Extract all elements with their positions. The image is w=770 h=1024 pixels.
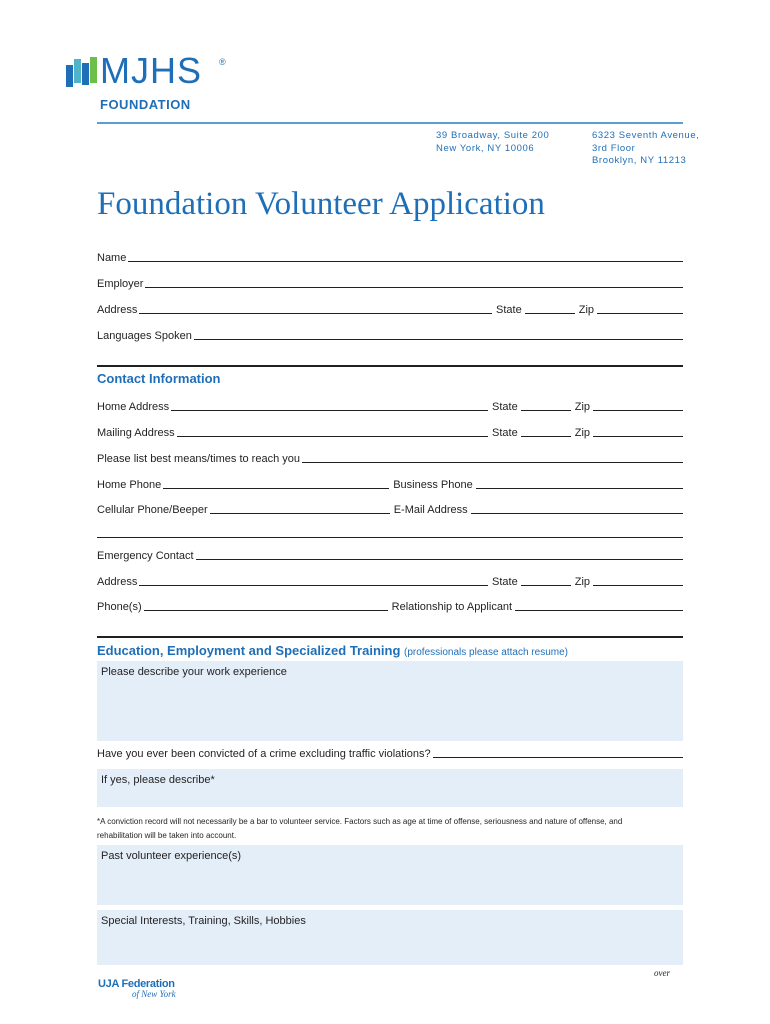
address-line: 6323 Seventh Avenue, bbox=[592, 130, 700, 141]
section-divider bbox=[97, 636, 683, 638]
conviction-question-label: Have you ever been convicted of a crime excluding traffic violations? bbox=[97, 748, 431, 760]
address-label: Address bbox=[97, 304, 138, 316]
conviction-footnote bbox=[97, 815, 683, 843]
languages-label: Languages Spoken bbox=[97, 330, 192, 342]
state-label: State bbox=[496, 304, 522, 316]
state-input-line[interactable] bbox=[521, 576, 571, 586]
over-page-indicator: over bbox=[654, 968, 670, 978]
conviction-input-line[interactable] bbox=[433, 748, 683, 758]
conviction-question-field[interactable] bbox=[97, 746, 683, 760]
blank-line-field[interactable] bbox=[97, 526, 683, 540]
blank-input-line[interactable] bbox=[97, 528, 683, 538]
logo-foundation-text: FOUNDATION bbox=[100, 97, 191, 112]
education-heading bbox=[97, 643, 568, 658]
zip-label: Zip bbox=[574, 427, 590, 439]
logo-registered-mark: ® bbox=[219, 57, 226, 67]
section-divider bbox=[97, 365, 683, 367]
name-input-line[interactable] bbox=[128, 252, 683, 262]
cell-email-row[interactable] bbox=[97, 502, 683, 516]
phones-label: Phone(s) bbox=[97, 601, 142, 613]
header-divider bbox=[97, 122, 683, 124]
zip-label: Zip bbox=[574, 401, 590, 413]
cellular-input-line[interactable] bbox=[210, 504, 390, 514]
state-label: State bbox=[492, 427, 518, 439]
address-line: Brooklyn, NY 11213 bbox=[592, 155, 687, 166]
uja-logo-bottom: of New York bbox=[132, 989, 176, 999]
conviction-describe-box[interactable] bbox=[97, 769, 683, 807]
employer-input-line[interactable] bbox=[145, 278, 683, 288]
past-volunteer-label: Past volunteer experience(s) bbox=[101, 850, 242, 862]
mjhs-foundation-logo bbox=[66, 50, 236, 119]
logo-wordmark: MJHS bbox=[100, 50, 202, 91]
special-interests-label: Special Interests, Training, Skills, Hobbies bbox=[101, 915, 306, 927]
home-phone-input-line[interactable] bbox=[163, 479, 389, 489]
emergency-address-input-line[interactable] bbox=[139, 576, 488, 586]
best-means-input-line[interactable] bbox=[302, 453, 683, 463]
address-line: 3rd Floor bbox=[592, 142, 636, 154]
phone-row[interactable] bbox=[97, 477, 683, 491]
emergency-address-field[interactable] bbox=[97, 574, 683, 588]
email-input-line[interactable] bbox=[471, 504, 683, 514]
home-phone-label: Home Phone bbox=[97, 479, 162, 491]
address-line: New York, NY 10006 bbox=[436, 142, 535, 154]
address-seventh-avenue bbox=[592, 130, 699, 168]
phones-input-line[interactable] bbox=[144, 601, 388, 611]
address-input-line[interactable] bbox=[139, 304, 492, 314]
employer-label: Employer bbox=[97, 278, 144, 290]
best-means-field[interactable] bbox=[97, 451, 683, 465]
footnote-line: *A conviction record will not necessarily be a bar to volunteer service. Factors such as age at time of offense, seriousness and nature of offense, and bbox=[97, 817, 623, 826]
languages-input-line[interactable] bbox=[194, 330, 683, 340]
name-label: Name bbox=[97, 252, 127, 264]
address-broadway bbox=[436, 130, 549, 155]
zip-input-line[interactable] bbox=[593, 576, 683, 586]
if-yes-label: If yes, please describe* bbox=[101, 774, 215, 786]
address-field[interactable] bbox=[97, 302, 683, 316]
mailing-address-field[interactable] bbox=[97, 425, 683, 439]
work-experience-label: Please describe your work experience bbox=[101, 666, 287, 678]
emergency-contact-label: Emergency Contact bbox=[97, 550, 194, 562]
special-interests-box[interactable] bbox=[97, 910, 683, 965]
mailing-address-input-line[interactable] bbox=[177, 427, 488, 437]
emergency-address-label: Address bbox=[97, 576, 138, 588]
page-title: Foundation Volunteer Application bbox=[97, 186, 545, 222]
zip-label: Zip bbox=[574, 576, 590, 588]
contact-information-heading: Contact Information bbox=[97, 371, 221, 386]
employer-field[interactable] bbox=[97, 276, 683, 290]
state-input-line[interactable] bbox=[521, 401, 571, 411]
best-means-label: Please list best means/times to reach you bbox=[97, 453, 300, 465]
zip-input-line[interactable] bbox=[597, 304, 683, 314]
business-phone-input-line[interactable] bbox=[476, 479, 683, 489]
relationship-input-line[interactable] bbox=[515, 601, 683, 611]
address-line: 39 Broadway, Suite 200 bbox=[436, 130, 550, 141]
past-volunteer-box[interactable] bbox=[97, 845, 683, 905]
emergency-contact-field[interactable] bbox=[97, 548, 683, 562]
email-label: E-Mail Address bbox=[393, 504, 468, 516]
uja-logo-top: UJA Federation bbox=[98, 978, 175, 990]
mjhs-logo-mark-icon bbox=[66, 57, 98, 87]
state-label: State bbox=[492, 401, 518, 413]
uja-federation-logo bbox=[98, 978, 188, 1004]
education-heading-text: Education, Employment and Specialized Training bbox=[97, 643, 401, 658]
relationship-label: Relationship to Applicant bbox=[391, 601, 513, 613]
work-experience-box[interactable] bbox=[97, 661, 683, 741]
home-address-field[interactable] bbox=[97, 399, 683, 413]
state-input-line[interactable] bbox=[521, 427, 571, 437]
zip-label: Zip bbox=[578, 304, 594, 316]
education-heading-note: (professionals please attach resume) bbox=[404, 647, 568, 658]
cellular-label: Cellular Phone/Beeper bbox=[97, 504, 208, 516]
footnote-line: rehabilitation will be taken into account. bbox=[97, 831, 237, 840]
languages-field[interactable] bbox=[97, 328, 683, 342]
business-phone-label: Business Phone bbox=[393, 479, 473, 491]
zip-input-line[interactable] bbox=[593, 427, 683, 437]
name-field[interactable] bbox=[97, 250, 683, 264]
state-input-line[interactable] bbox=[525, 304, 575, 314]
home-address-label: Home Address bbox=[97, 401, 170, 413]
emergency-phone-row[interactable] bbox=[97, 599, 683, 613]
mailing-address-label: Mailing Address bbox=[97, 427, 175, 439]
home-address-input-line[interactable] bbox=[171, 401, 488, 411]
emergency-contact-input-line[interactable] bbox=[196, 550, 683, 560]
zip-input-line[interactable] bbox=[593, 401, 683, 411]
state-label: State bbox=[492, 576, 518, 588]
